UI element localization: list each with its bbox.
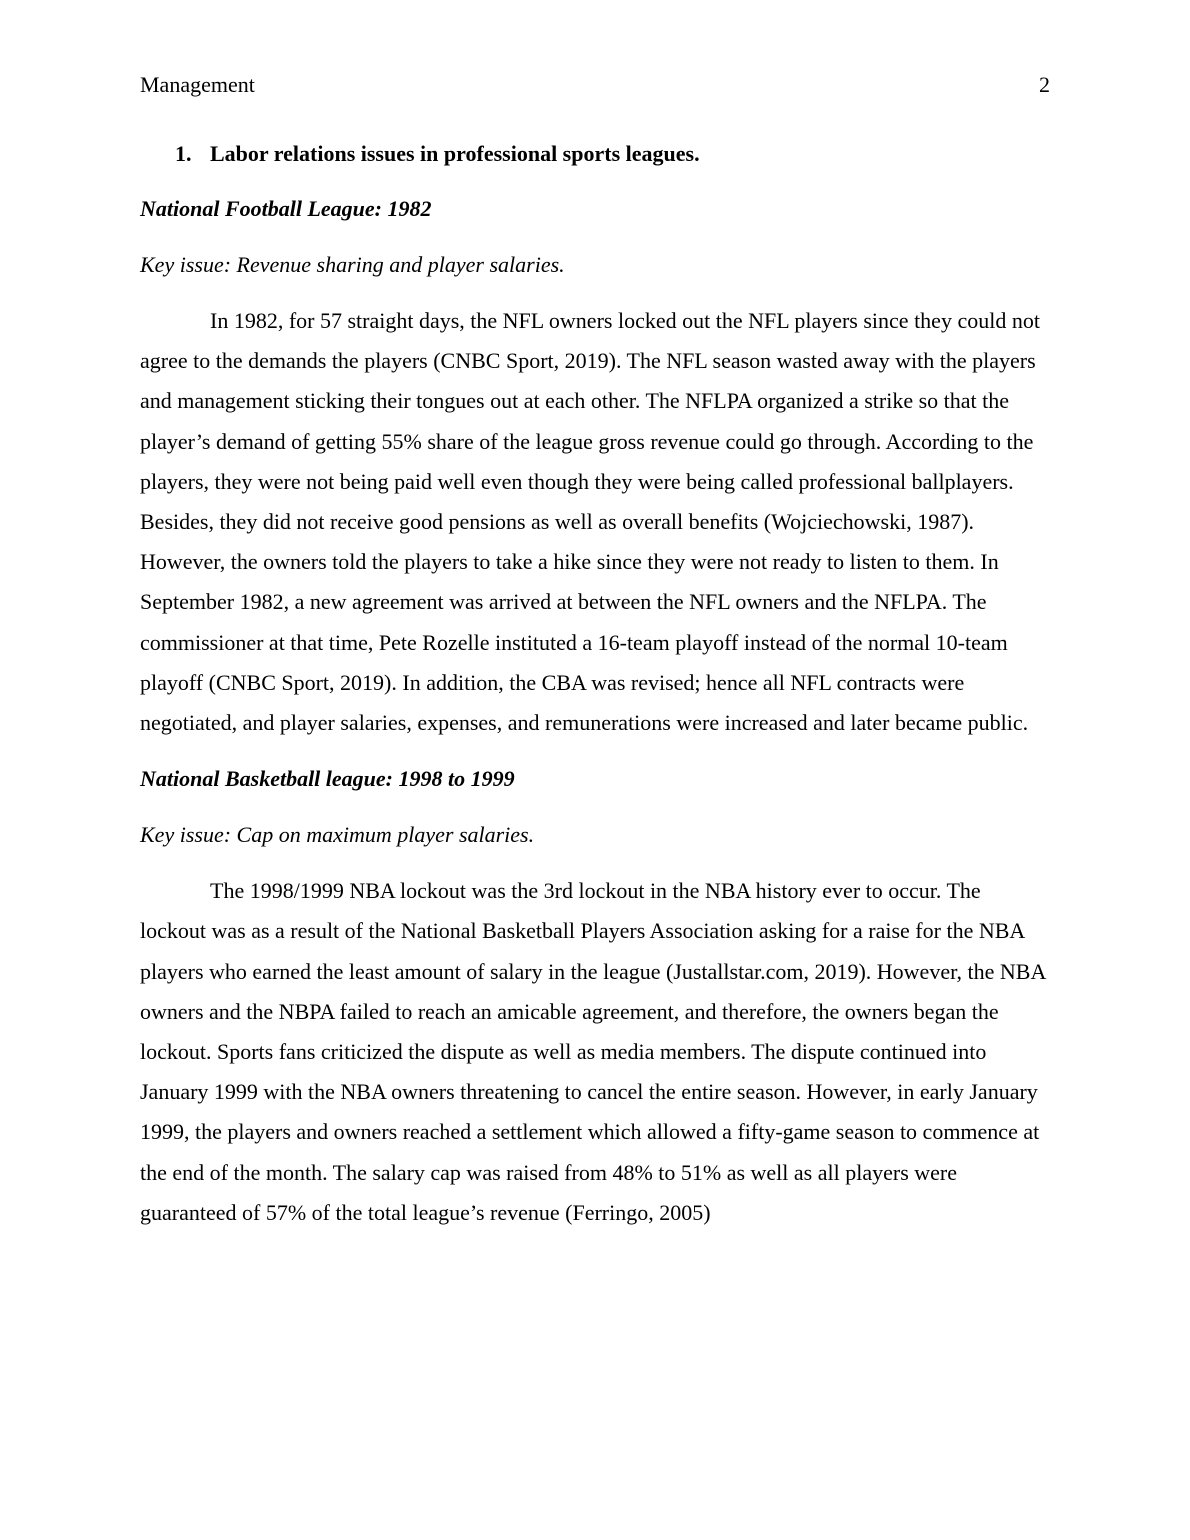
nba-heading: National Basketball league: 1998 to 1999 (140, 766, 515, 792)
page-header (140, 70, 1050, 100)
page-number: 2 (1039, 72, 1050, 97)
nba-paragraph: The 1998/1999 NBA lockout was the 3rd lockout in the NBA history ever to occur. The lockout was as a result of the National Basketball Players Association asking for a raise for the NBA players who earned the least amount of salary in the league (Justallstar.com, 2019). However, the NBA owners and the NBPA failed to reach an amicable agreement, and therefore, the owners began the lockout. Sports fans criticized the dispute as well as media members. The dispute continued into January 1999 with the NBA owners threatening to cancel the entire season. However, in early January 1999, the players and owners reached a settlement which allowed a fifty-game season to commence at the end of the month. The salary cap was raised from 48% to 51% as well as all players were guaranteed of 57% of the total league’s revenue (Ferringo, 2005) (140, 878, 1046, 1225)
section-title: Labor relations issues in professional sports leagues. (210, 141, 700, 166)
document-body (140, 134, 1050, 1249)
section-heading (175, 134, 1050, 174)
nba-key-issue: Key issue: Cap on maximum player salaries. (140, 822, 535, 848)
nfl-paragraph: In 1982, for 57 straight days, the NFL owners locked out the NFL players since they could not agree to the demands the players (CNBC Sport, 2019). The NFL season wasted away with the players and management sticking their tongues out at each other. The NFLPA organized a strike so that the player’s demand of getting 55% share of the league gross revenue could go through. According to the players, they were not being paid well even though they were being called professional ballplayers. Besides, they did not receive good pensions as well as overall benefits (Wojciechowski, 1987). However, the owners told the players to take a hike since they were not ready to listen to them. In September 1982, a new agreement was arrived at between the NFL owners and the NFLPA. The commissioner at that time, Pete Rozelle instituted a 16-team playoff instead of the normal 10-team playoff (CNBC Sport, 2019). In addition, the CBA was revised; hence all NFL contracts were negotiated, and player salaries, expenses, and remunerations were increased and later became public. (140, 308, 1040, 736)
nfl-key-issue: Key issue: Revenue sharing and player salaries. (140, 252, 565, 277)
section-number: 1. (175, 141, 192, 166)
nfl-heading: National Football League: 1982 (140, 196, 432, 221)
running-head: Management (140, 72, 255, 97)
